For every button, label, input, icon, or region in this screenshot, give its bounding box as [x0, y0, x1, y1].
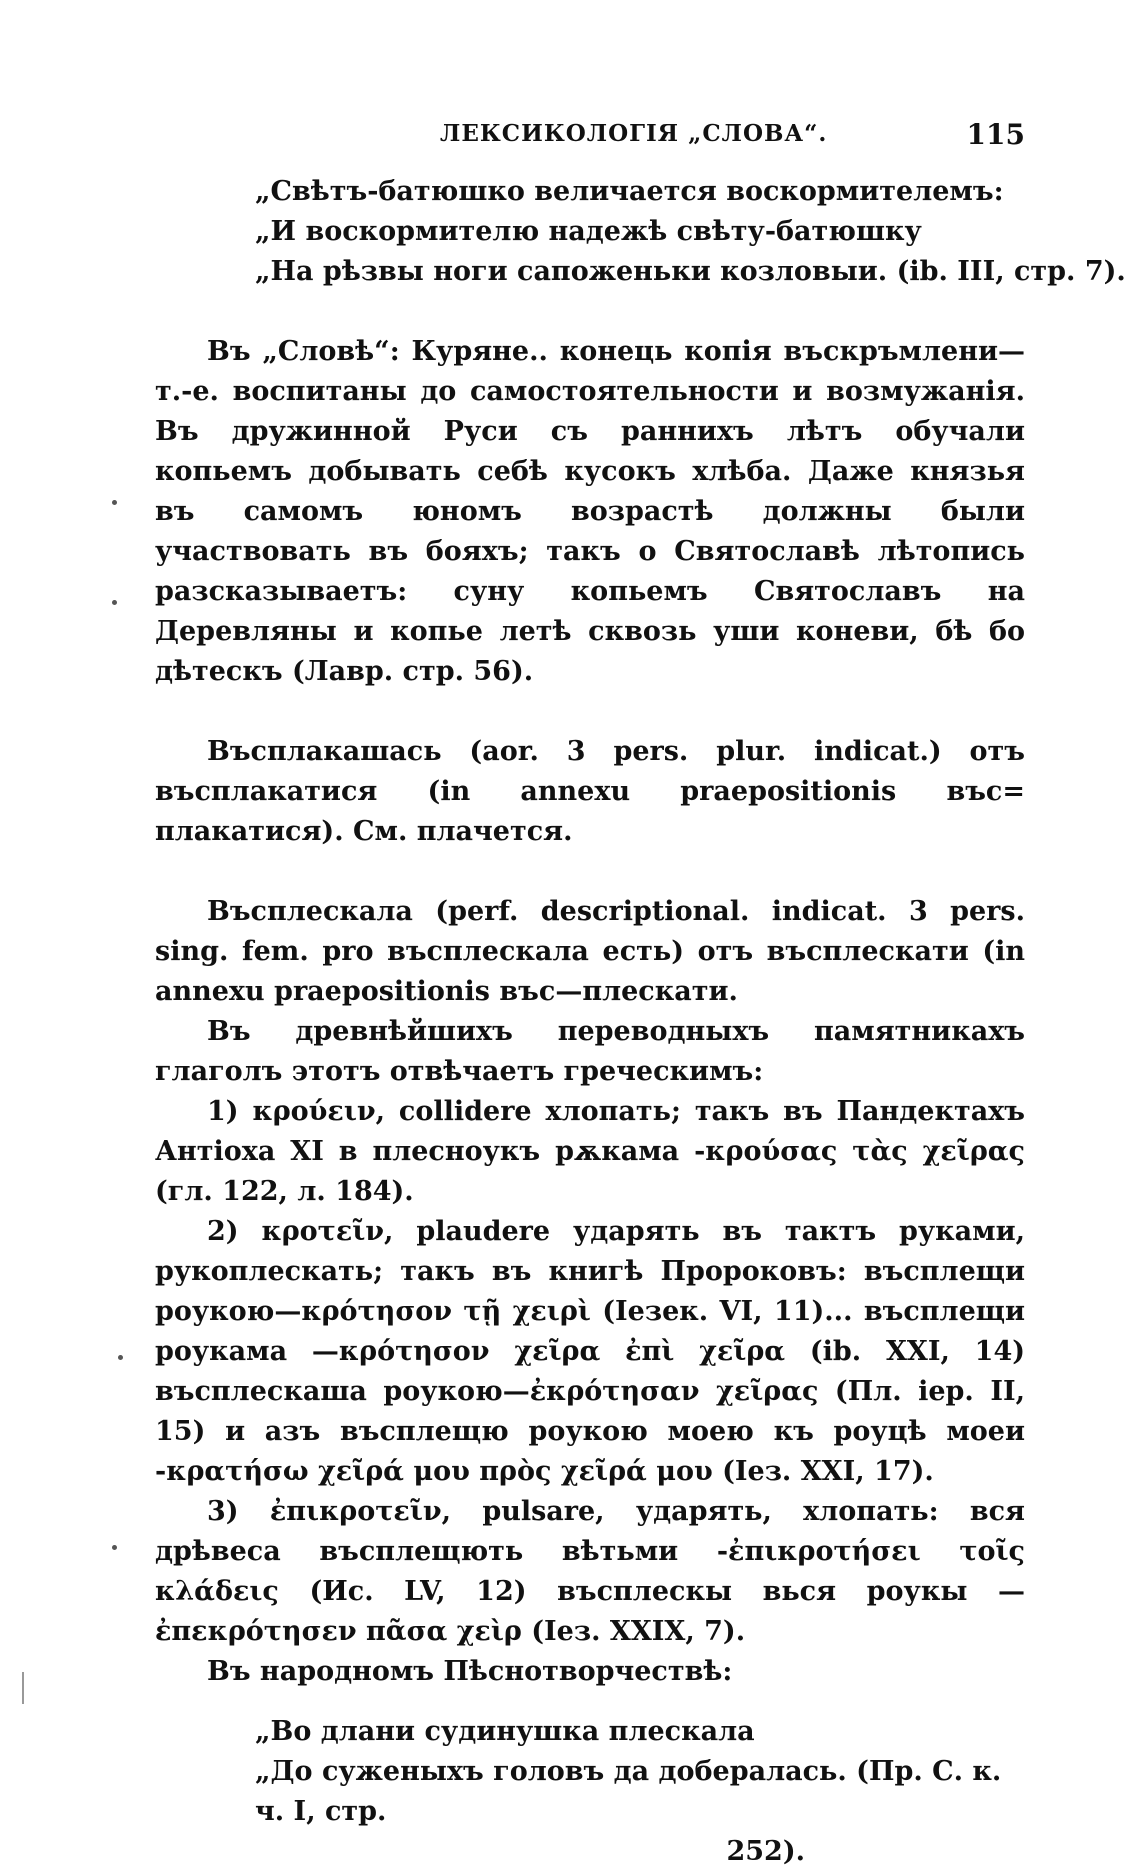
verse-reference: 252). [726, 1836, 805, 1867]
margin-rule [22, 1672, 24, 1704]
verse-quote-1 [155, 172, 1126, 292]
verse-line: „И воскормителю надежѣ свѣту-батюшку [255, 216, 922, 247]
list-item: 1) κρούειν, collidere хлопать; такъ въ Пандектахъ Антіоха XI в плесноукъ рѫкама -κρούσας τὰς χεῖρας (гл. 122, л. 184). [155, 1096, 1025, 1207]
paragraph-text: Въ „Словѣ“: Куряне.. конець копія въскръмлени—т.-е. воспитаны до самостоятельности и возмужанія. Въ дружинной Руси съ раннихъ лѣтъ обучали копьемъ добывать себѣ кусокъ хлѣба. Даже князья въ самомъ юномъ возрастѣ должны были участвовать въ бояхъ; такъ о Святославѣ лѣтопись разсказываетъ: суну копьемъ Святославъ на Деревляны и копье летѣ сквозь уши коневи, бѣ бо дѣтескъ (Лавр. стр. 56). [155, 336, 1025, 687]
verse-line: „На рѣзвы ноги сапоженьки козловыи. (ib. III, стр. 7). [255, 256, 1126, 287]
entry-vsplakashas [155, 732, 1025, 852]
paragraph-slovo [155, 332, 1025, 692]
verse-quote-2 [155, 1712, 1025, 1872]
entry-text: Въсплакашась (aor. 3 pers. plur. indicat.) отъ въсплакатися (in annexu praepositionis въс= плакатися). См. плачется. [155, 736, 1025, 847]
list-item: 2) κροτεῖν, plaudere ударять въ тактъ руками, рукоплескать; такъ въ книгѣ Пророковъ: въсплещи роукою—κρότησον τῇ χειρὶ (Iезек. VI, 11)... въсплещи роукама —κρότησον χεῖρα ἐπὶ χεῖρα (ib. XXI, 14) въсплескаша роукою—ἐκρότησαν χεῖρας (Пл. iер. II, 15) и азъ въсплещю роукою моею къ роуцѣ моеи -κρατήσω χεῖρά μου πρὸς χεῖρά μου (Iез. XXI, 17). [155, 1216, 1025, 1487]
verse-line: „Во длани судинушка плескала [255, 1716, 755, 1747]
margin-dot [112, 600, 117, 605]
running-title: ЛЕКСИКОЛОГІЯ „СЛОВА“. [440, 120, 828, 147]
margin-dot [112, 500, 117, 505]
paragraph-text: Въ народномъ Пѣснотворчествѣ: [207, 1656, 733, 1687]
entry-vsplaskala [155, 892, 1025, 1692]
paragraph-text: Въ древнѣйшихъ переводныхъ памятникахъ глаголъ этотъ отвѣчаетъ греческимъ: [155, 1016, 1025, 1087]
page-body [155, 172, 1126, 1872]
margin-dot [118, 1355, 123, 1360]
verse-line: „До суженыхъ головъ да добералась. (Пр. С. к. ч. I, стр. [255, 1756, 1002, 1827]
entry-text: Въсплескала (perf. descriptional. indicat. 3 pers. sing. fem. pro въсплескала есть) отъ въсплескати (in annexu praepositionis въс—плескати. [155, 896, 1025, 1007]
page-header [240, 118, 1025, 158]
margin-dot [112, 1545, 117, 1550]
list-item: 3) ἐπικροτεῖν, pulsare, ударять, хлопать: вся дрѣвеса въсплещють вѣтьми -ἐπικροτήσει τοῖς κλάδεις (Ис. LV, 12) въсплескы вься роукы — ἐπεκρότησεν πᾶσα χεὶρ (Iез. XXIX, 7). [155, 1496, 1025, 1647]
page-number: 115 [966, 118, 1025, 151]
verse-line: „Свѣтъ-батюшко величается воскормителемъ: [255, 176, 1004, 207]
